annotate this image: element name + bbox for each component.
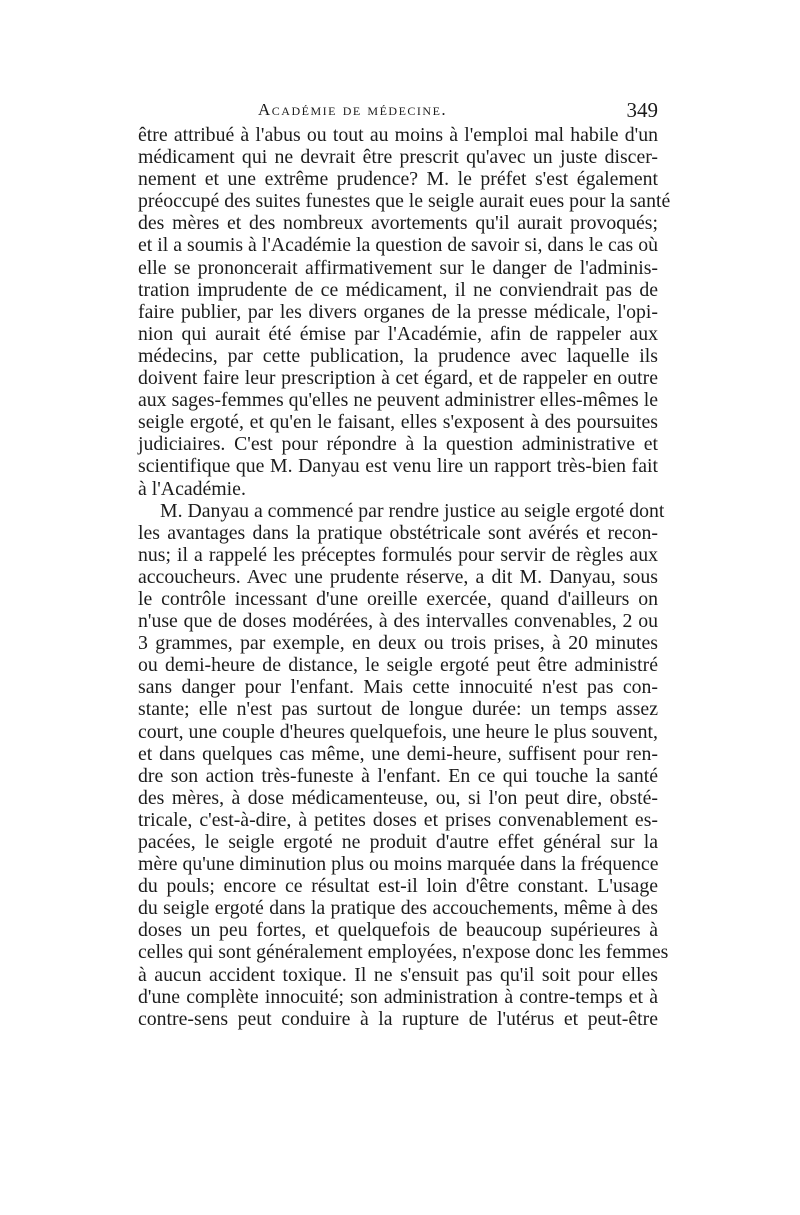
- text-line: à aucun accident toxique. Il ne s'ensuit pas qu'il soit pour elles: [138, 963, 658, 986]
- text-line: et il a soumis à l'Académie la question de savoir si, dans le cas où: [138, 234, 658, 257]
- text-line: 3 grammes, par exemple, en deux ou trois prises, à 20 minutes: [138, 632, 658, 655]
- text-line: et dans quelques cas même, une demi-heure, suffisent pour ren-: [138, 742, 658, 765]
- paragraph-end-line: à l'Académie.: [138, 477, 246, 500]
- text-line: le contrôle incessant d'une oreille exercée, quand d'ailleurs on: [138, 587, 658, 610]
- text-line: dre son action très-funeste à l'enfant. En ce qui touche la santé: [138, 764, 658, 787]
- text-line: préoccupé des suites funestes que le seigle aurait eues pour la santé: [138, 190, 671, 213]
- running-head: [138, 98, 658, 122]
- text-line: être attribué à l'abus ou tout au moins à l'emploi mal habile d'un: [138, 124, 658, 146]
- running-title: Académie de médecine.: [258, 100, 448, 119]
- body-text: [138, 124, 671, 1030]
- text-line: tricale, c'est-à-dire, à petites doses et prises convenablement es-: [138, 808, 658, 831]
- text-line: scientifique que M. Danyau est venu lire un rapport très-bien fait: [138, 455, 658, 478]
- text-line: doivent faire leur prescription à cet égard, et de rappeler en outre: [138, 367, 658, 390]
- text-line: nion qui aurait été émise par l'Académie, afin de rappeler aux: [138, 322, 658, 345]
- text-line: celles qui sont généralement employées, n'expose donc les femmes: [138, 941, 669, 964]
- text-line: court, une couple d'heures quelquefois, une heure le plus souvent,: [138, 720, 658, 743]
- text-line: accoucheurs. Avec une prudente réserve, a dit M. Danyau, sous: [138, 565, 658, 588]
- text-line: judiciaires. C'est pour répondre à la question administrative et: [138, 433, 658, 456]
- text-line: nus; il a rappelé les préceptes formulés pour servir de règles aux: [138, 543, 658, 566]
- text-line: mère qu'une diminution plus ou moins marquée dans la fréquence: [138, 853, 659, 876]
- text-line: tration imprudente de ce médicament, il ne conviendrait pas de: [138, 278, 658, 301]
- text-line: médecins, par cette publication, la prudence avec laquelle ils: [138, 344, 658, 367]
- text-line: contre-sens peut conduire à la rupture de l'utérus et peut-être: [138, 1007, 658, 1030]
- text-line: médicament qui ne devrait être prescrit qu'avec un juste discer-: [138, 146, 658, 169]
- text-line: d'une complète innocuité; son administration à contre-temps et à: [138, 985, 658, 1008]
- text-line: du seigle ergoté dans la pratique des accouchements, même à des: [138, 897, 658, 920]
- text-line: ou demi-heure de distance, le seigle ergoté peut être administré: [138, 654, 658, 677]
- page-number: 349: [626, 98, 658, 122]
- text-line: doses un peu fortes, et quelquefois de beaucoup supérieures à: [138, 919, 658, 942]
- text-line: pacées, le seigle ergoté ne produit d'autre effet général sur la: [138, 831, 658, 853]
- text-line: sans danger pour l'enfant. Mais cette innocuité n'est pas con-: [138, 676, 658, 699]
- text-line: des mères, à dose médicamenteuse, ou, si l'on peut dire, obsté-: [138, 786, 658, 809]
- text-line: n'use que de doses modérées, à des intervalles convenables, 2 ou: [138, 610, 658, 633]
- paragraph-first-line: M. Danyau a commencé par rendre justice au seigle ergoté dont: [160, 499, 665, 522]
- text-line: aux sages-femmes qu'elles ne peuvent administrer elles-mêmes le: [138, 389, 658, 412]
- text-line: du pouls; encore ce résultat est-il loin d'être constant. L'usage: [138, 875, 658, 898]
- text-line: faire publier, par les divers organes de la presse médicale, l'opi-: [138, 300, 658, 323]
- text-line: les avantages dans la pratique obstétricale sont avérés et recon-: [138, 521, 658, 544]
- text-line: nement et une extrême prudence? M. le préfet s'est également: [138, 168, 658, 191]
- text-line: seigle ergoté, et qu'en le faisant, elles s'exposent à des poursuites: [138, 411, 658, 434]
- text-line: elle se prononcerait affirmativement sur le danger de l'adminis-: [138, 256, 658, 279]
- text-line: des mères et des nombreux avortements qu'il aurait provoqués;: [138, 212, 658, 235]
- text-line: stante; elle n'est pas surtout de longue durée: un temps assez: [138, 698, 658, 721]
